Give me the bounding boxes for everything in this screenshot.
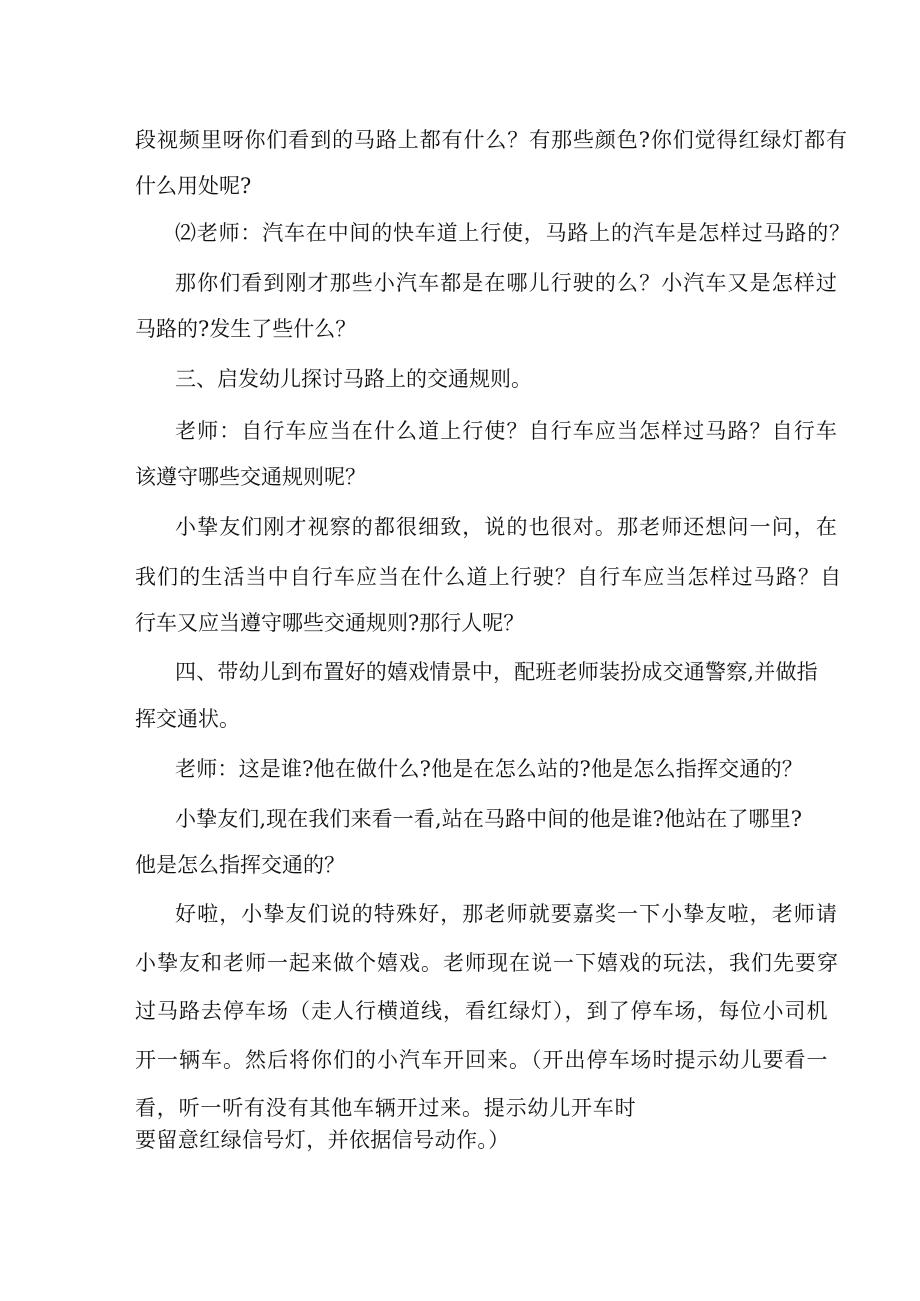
text-line: 他是怎么指挥交通的？ (135, 853, 345, 877)
text-line: 小挚友和老师一起来做个嬉戏。老师现在说一下嬉戏的玩法，我们先要穿 (135, 951, 839, 975)
text-line: ⑵老师：汽车在中间的快车道上行使，马路上的汽车是怎样过马路的？ (175, 221, 851, 245)
section-heading: 四、带幼儿到布置好的嬉戏情景中，配班老师装扮成交通警察,并做指 (175, 660, 818, 684)
text-line: 开一辆车。然后将你们的小汽车开回来。（开出停车场时提示幼儿要看一 (135, 1048, 829, 1072)
text-line: 要留意红绿信号灯，并依据信号动作。） (135, 1128, 510, 1152)
text-line: 我们的生活当中自行车应当在什么道上行驶？自行车应当怎样过马路？自 (135, 565, 843, 589)
text-line: 该遵守哪些交通规则呢？ (135, 465, 366, 489)
text-line: 那你们看到刚才那些小汽车都是在哪儿行驶的么？小汽车又是怎样过 (175, 271, 838, 295)
text-line: 老师：这是谁?他在做什么?他是在怎么站的?他是怎么指挥交通的？ (175, 757, 803, 781)
text-line: 好啦，小挚友们说的特殊好，那老师就要嘉奖一下小挚友啦，老师请 (175, 902, 838, 926)
text-line: 小挚友们刚才视察的都很细致，说的也很对。那老师还想问一问，在 (175, 515, 838, 539)
text-line: 什么用处呢? (135, 174, 252, 198)
text-line: 小挚友们,现在我们来看一看,站在马路中间的他是谁?他站在了哪里? (175, 807, 803, 831)
text-line: 过马路去停车场（走人行横道线，看红绿灯），到了停车场，每位小司机 (135, 999, 829, 1023)
text-line: 看，听一听有没有其他车辆开过来。提示幼儿开车时 (135, 1096, 637, 1120)
text-line: 老师：自行车应当在什么道上行使？自行车应当怎样过马路？自行车 (175, 419, 838, 443)
section-heading: 三、启发幼儿探讨马路上的交通规则。 (175, 367, 532, 391)
text-line: 挥交通状。 (135, 707, 240, 731)
text-line: 马路的?发生了些什么？ (135, 317, 357, 341)
text-line: 行车又应当遵守哪些交通规则?那行人呢？ (135, 611, 525, 635)
text-line: 段视频里呀你们看到的马路上都有什么？有那些颜色?你们觉得红绿灯都有 (135, 128, 848, 152)
